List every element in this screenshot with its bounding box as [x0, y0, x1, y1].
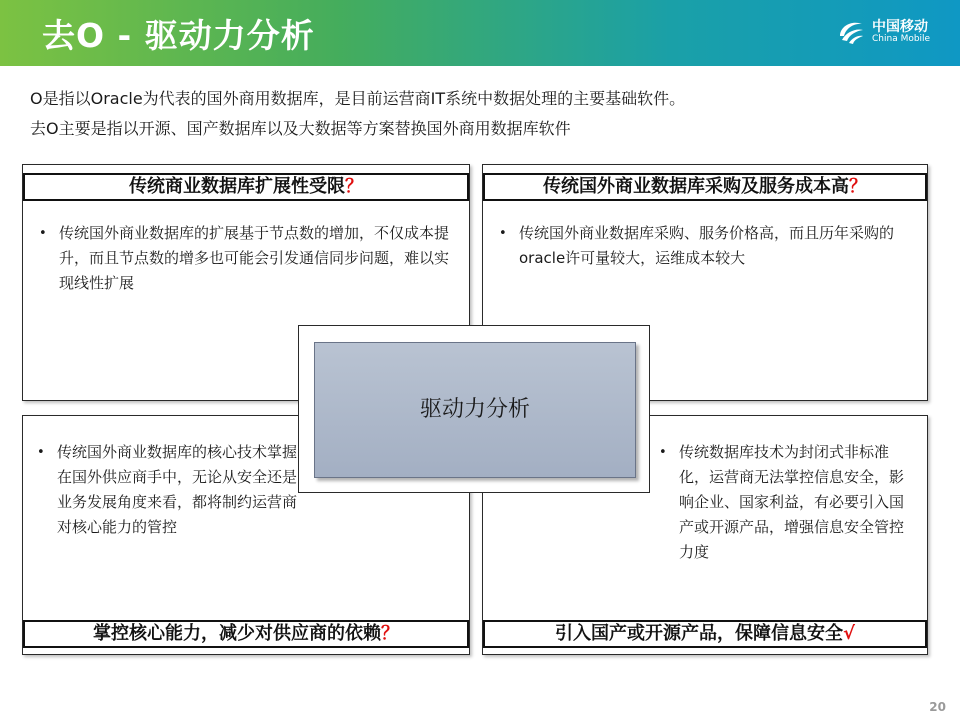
intro-line-1: O是指以Oracle为代表的国外商用数据库，是目前运营商IT系统中数据处理的主要基础软件。 — [30, 89, 686, 108]
bullet-icon: • — [659, 445, 667, 460]
quadrant-bullet — [659, 440, 905, 565]
quadrant-title — [483, 620, 927, 648]
quadrant-bullet — [37, 440, 307, 540]
page-number: 20 — [929, 700, 946, 714]
bullet-icon: • — [499, 226, 507, 241]
quadrant-title — [23, 173, 469, 201]
center-label: 驱动力分析 — [419, 397, 530, 422]
logo-text-en: China Mobile — [872, 34, 931, 44]
quadrant-title-text: 传统商业数据库扩展性受限 — [129, 176, 345, 197]
quadrant-bullet — [39, 221, 459, 296]
logo-text-cn: 中国移动 — [872, 19, 928, 35]
bullet-icon: • — [37, 445, 45, 460]
intro-line-2: 去O主要是指以开源、国产数据库以及大数据等方案替换国外商用数据库软件 — [30, 119, 571, 138]
bullet-text: 传统数据库技术为封闭式非标准化，运营商无法掌控信息安全，影响企业、国家利益，有必要引入国产或开源产品，增强信息安全管控力度 — [679, 443, 905, 561]
china-mobile-logo — [836, 14, 946, 52]
question-mark: ？ — [345, 176, 363, 197]
quadrant-title-text: 传统国外商业数据库采购及服务成本高 — [543, 176, 849, 197]
bullet-icon: • — [39, 226, 47, 241]
china-mobile-logo-icon — [836, 16, 866, 46]
page-title: 去O - 驱动力分析 — [42, 16, 315, 55]
question-mark: ？ — [849, 176, 867, 197]
bullet-text: 传统国外商业数据库的核心技术掌握在国外供应商手中，无论从安全还是业务发展角度来看，都将制约运营商对核心能力的管控 — [57, 443, 298, 536]
quadrant-title-text: 引入国产或开源产品，保障信息安全 — [554, 623, 843, 644]
quadrant-bullet — [499, 221, 909, 271]
bullet-text: 传统国外商业数据库采购、服务价格高，而且历年采购的oracle许可量较大，运维成本较大 — [519, 224, 895, 267]
quadrant-title — [23, 620, 469, 648]
quadrant-title-text: 掌控核心能力，减少对供应商的依赖 — [93, 623, 381, 644]
quadrant-title — [483, 173, 927, 201]
check-mark: √ — [842, 623, 855, 644]
header-bar — [0, 0, 960, 66]
bullet-text: 传统国外商业数据库的扩展基于节点数的增加，不仅成本提升，而且节点数的增多也可能会引发通信同步问题，难以实现线性扩展 — [59, 224, 450, 292]
question-mark: ？ — [381, 623, 399, 644]
center-label-box — [314, 342, 636, 478]
